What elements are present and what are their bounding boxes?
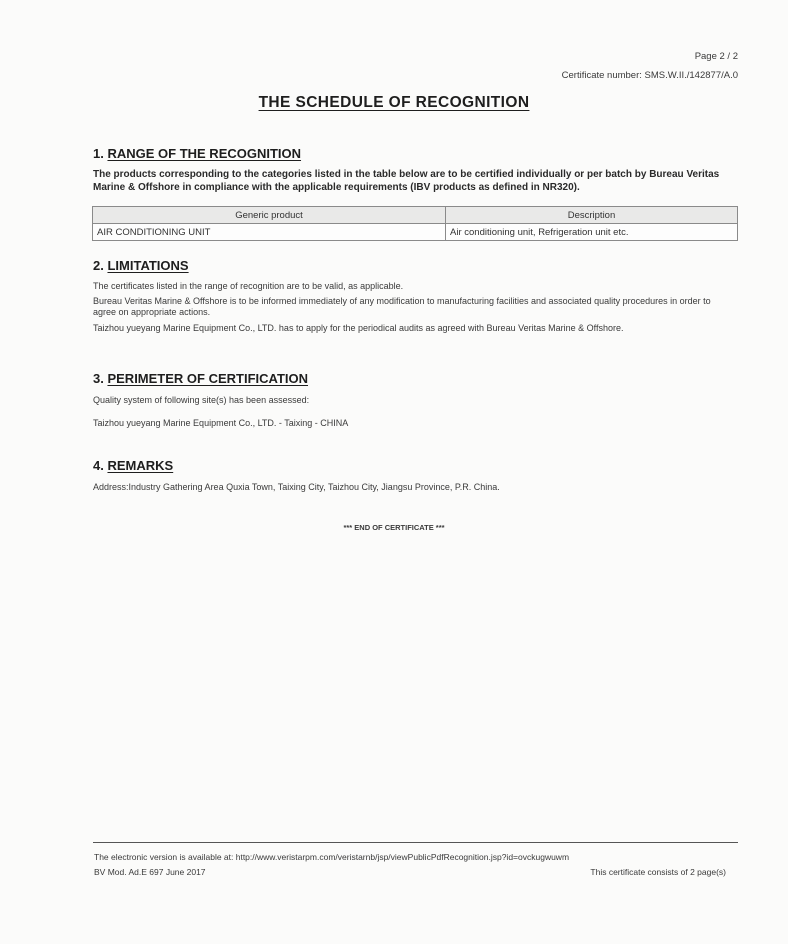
cell-generic-product: AIR CONDITIONING UNIT [93, 224, 446, 241]
column-header-description: Description [446, 207, 738, 224]
section-heading-range [93, 146, 301, 161]
section-number: 1. [93, 146, 104, 161]
limitations-paragraph-2: Bureau Veritas Marine & Offshore is to be informed immediately of any modification to manufacturing facilities and associated quality procedures in order to agree on appropriate actions. [93, 296, 711, 317]
column-header-generic-product: Generic product [93, 207, 446, 224]
section-title: LIMITATIONS [107, 258, 189, 273]
cell-description: Air conditioning unit, Refrigeration unit etc. [446, 224, 738, 241]
section-heading-remarks [93, 458, 173, 473]
section-title: REMARKS [107, 458, 174, 473]
section-heading-perimeter [93, 371, 308, 386]
certificate-number: Certificate number: SMS.W.II./142877/A.0 [561, 70, 738, 81]
section-number: 2. [93, 258, 104, 273]
document-title [0, 94, 788, 112]
footer-page-count: This certificate consists of 2 page(s) [590, 867, 726, 877]
document-title-text: THE SCHEDULE OF RECOGNITION [258, 94, 530, 111]
perimeter-paragraph-2: Taizhou yueyang Marine Equipment Co., LTD. - Taixing - CHINA [93, 418, 349, 428]
section-title: PERIMETER OF CERTIFICATION [107, 371, 309, 386]
section-number: 3. [93, 371, 104, 386]
perimeter-paragraph-1: Quality system of following site(s) has been assessed: [93, 395, 310, 405]
footer-form-reference: BV Mod. Ad.E 697 June 2017 [94, 867, 206, 877]
recognition-table [92, 206, 738, 241]
section-title: RANGE OF THE RECOGNITION [107, 146, 302, 161]
page-number: Page 2 / 2 [694, 51, 738, 62]
end-of-certificate: *** END OF CERTIFICATE *** [343, 523, 445, 532]
section-number: 4. [93, 458, 104, 473]
range-intro: The products corresponding to the categories listed in the table below are to be certified individually or per batch by Bureau Veritas Marine & Offshore in compliance with the applicable requirements (IBV products as defined in NR320). [93, 169, 720, 193]
table-header-row [93, 207, 738, 224]
remarks-paragraph: Address:Industry Gathering Area Quxia Town, Taixing City, Taizhou City, Jiangsu Province, P.R. China. [93, 482, 500, 492]
limitations-paragraph-1: The certificates listed in the range of recognition are to be valid, as applicable. [93, 281, 404, 291]
footer-divider [93, 842, 738, 843]
table-row [93, 224, 738, 241]
footer-electronic-version: The electronic version is available at: http://www.veristarpm.com/veristarnb/jsp/viewPublicPdfRecognition.jsp?id=ovckugwuwm [94, 852, 570, 862]
limitations-paragraph-3: Taizhou yueyang Marine Equipment Co., LTD. has to apply for the periodical audits as agreed with Bureau Veritas Marine & Offshore. [93, 323, 624, 333]
section-heading-limitations [93, 258, 189, 273]
